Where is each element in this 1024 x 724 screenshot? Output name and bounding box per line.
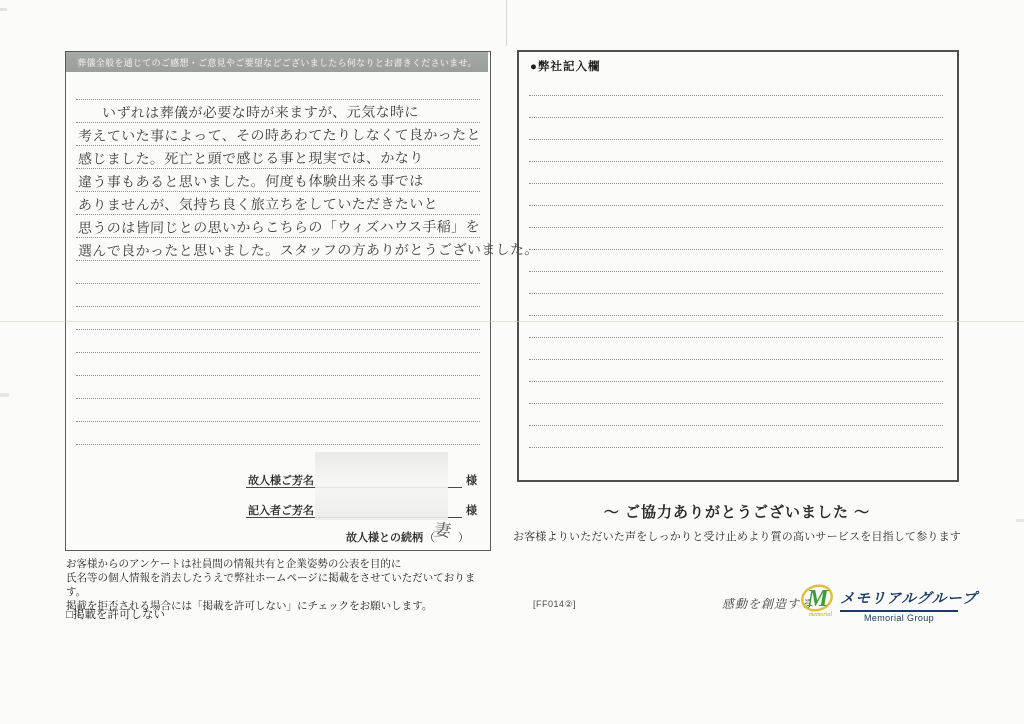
ruled-line <box>529 227 943 228</box>
ruled-line <box>529 315 943 316</box>
deceased-name-label: 故人様ご芳名 <box>248 475 314 487</box>
relation-paren-open: （ <box>424 532 435 544</box>
handwritten-comment-line: 考えていた事によって、その時あわてたりしなくて良かったと <box>77 126 482 144</box>
brand-name-block <box>840 587 978 623</box>
scan-edge-mark <box>0 393 9 397</box>
brand-name-japanese: メモリアルグループ <box>840 587 958 612</box>
writer-honorific: 様 <box>466 505 477 517</box>
publication-notice <box>66 557 486 613</box>
ruled-line <box>529 161 943 162</box>
notice-line: お客様からのアンケートは社員間の情報共有と企業姿勢の公表を目的に <box>66 558 402 570</box>
ruled-lines-right <box>529 95 943 455</box>
ruled-line <box>76 283 480 284</box>
notice-line: 掲載を拒否される場合には「掲載を許可しない」にチェックをお願いします。 <box>66 600 433 612</box>
ruled-line <box>529 183 943 184</box>
relation-value-handwritten: 妻 <box>432 520 453 541</box>
ruled-line <box>529 359 943 360</box>
handwritten-comment-line: ありませんが、気持ち良く旅立ちをしていただきたいと <box>77 195 439 213</box>
ruled-line <box>529 425 943 426</box>
ruled-line <box>529 403 943 404</box>
ruled-line <box>76 398 480 399</box>
handwritten-comment-line: 違う事もあると思いました。何度も体験出来る事では <box>77 172 424 190</box>
handwritten-comment-line: 選んで良かったと思いました。スタッフの方ありがとうございました。 <box>77 241 540 259</box>
svg-text:M: M <box>807 586 829 612</box>
memorial-group-logo-icon <box>795 582 841 622</box>
scan-edge-mark <box>1016 519 1024 522</box>
ruled-line <box>76 444 480 445</box>
deceased-honorific: 様 <box>466 475 477 487</box>
scan-page-divider-mark <box>506 0 507 46</box>
thanks-subtitle: お客様よりいただいた声をしっかりと受け止めより質の高いサービスを目指して参ります <box>513 531 961 543</box>
notice-line: 氏名等の個人情報を消去したうえで弊社ホームページに掲載をさせていただいております。 <box>66 572 476 598</box>
relation-paren-close: ） <box>458 532 469 544</box>
ruled-line <box>529 139 943 140</box>
ruled-line <box>76 375 480 376</box>
scan-edge-mark <box>0 8 7 11</box>
publish-deny-checkbox: □掲載を許可しない <box>66 609 165 621</box>
handwritten-comment-line: いずれは葬儀が必要な時が来ますが、元気な時に <box>101 103 420 121</box>
relation-label: 故人様との続柄 <box>346 532 423 544</box>
ruled-line <box>529 249 943 250</box>
company-entry-header: ●弊社記入欄 <box>530 61 601 73</box>
comment-section-header-bar: 葬儀全般を通じてのご感想・ご意見やご要望などございましたら何なりとお書きくださいませ。 <box>66 52 488 72</box>
brand-tagline: 感動を創造する <box>722 597 814 611</box>
ruled-line <box>76 421 480 422</box>
ruled-line <box>76 99 480 100</box>
ruled-line <box>529 205 943 206</box>
ruled-line <box>76 352 480 353</box>
ruled-line <box>529 381 943 382</box>
thanks-title: ～ ご協力ありがとうございました ～ <box>603 504 871 521</box>
writer-name-label: 記入者ご芳名 <box>248 505 314 517</box>
form-code: [FF014②] <box>533 599 577 609</box>
ruled-line <box>76 306 480 307</box>
ruled-line <box>529 95 943 96</box>
ruled-line <box>529 117 943 118</box>
ruled-line <box>529 337 943 338</box>
ruled-line <box>529 271 943 272</box>
redacted-names-overlay <box>315 452 448 520</box>
ruled-line <box>529 293 943 294</box>
handwritten-comment-line: 思うのは皆同じとの思いからこちらの「ウィズハウス手稲」を <box>77 218 481 236</box>
ruled-line <box>529 447 943 448</box>
brand-name-english: Memorial Group <box>863 613 935 623</box>
ruled-line <box>76 329 480 330</box>
handwritten-comment-line: 感じました。死亡と頭で感じる事と現実では、かなり <box>77 149 424 167</box>
svg-text:memorial: memorial <box>809 612 832 618</box>
